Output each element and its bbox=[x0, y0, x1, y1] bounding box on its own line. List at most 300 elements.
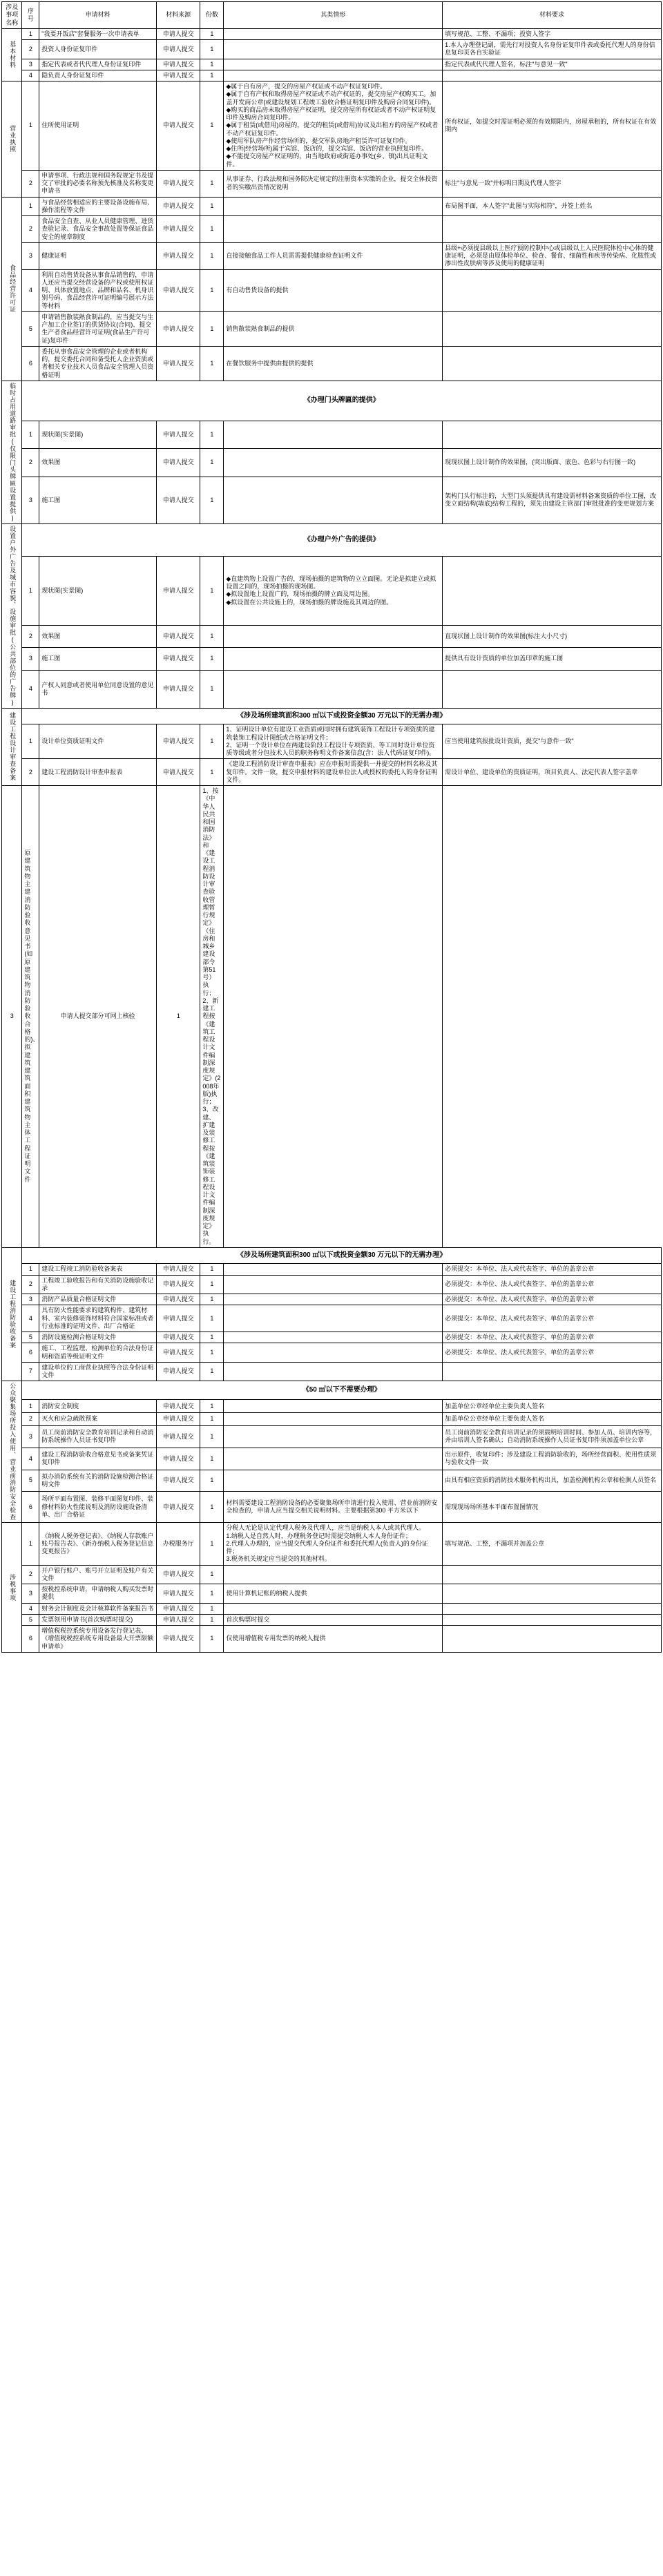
material-source: 申请人提交 bbox=[157, 1492, 200, 1523]
material-count: 1 bbox=[200, 1400, 224, 1413]
table-row bbox=[2, 1492, 662, 1523]
material-source: 申请人提交 bbox=[157, 1603, 200, 1614]
other-cases bbox=[224, 1603, 443, 1614]
other-cases bbox=[224, 1332, 443, 1343]
material-requirement: 架构门头行标注的，大型门头须提供具有建设需材料备案资质的单位工图，改变立面结构(墙底)结构工程的，须先由建设主管部门审批批准的变更规划方案 bbox=[443, 477, 662, 523]
material-name: 委托从事食品安全管理的企业或者机构的，提交委托合同和备受托人企业资质或者相关专业技术人员食品安全管理人员资格证明 bbox=[39, 346, 157, 381]
row-index: 2 bbox=[22, 40, 39, 59]
material-name: 申请销售散装熟食制品的，应当提交与生产加工企业签订的供货协议(合同)、提交生产者食品经营许可证明(食品生产许可证)复印件 bbox=[39, 311, 157, 346]
material-requirement bbox=[443, 556, 662, 625]
material-count: 1 bbox=[200, 1523, 224, 1565]
material-source: 申请人提交 bbox=[157, 1413, 200, 1426]
table-row bbox=[2, 269, 662, 311]
material-name: 原建筑物主建消防验收意见书(如原建筑物消防验收合格的)、拟建筑建筑面积建筑物主体工程证明文件 bbox=[22, 786, 39, 1248]
material-requirement bbox=[443, 346, 662, 381]
material-requirement: 应当使用建筑报批设计资质，提交"与意件一致" bbox=[443, 724, 662, 759]
material-requirement: 必须提交：本单位、法人或代表签字、单位的盖章公章 bbox=[443, 1275, 662, 1294]
section-row bbox=[2, 523, 662, 556]
table-row bbox=[2, 421, 662, 449]
row-index: 2 bbox=[22, 449, 39, 477]
category-cell: 建设工程设计审查备案 bbox=[2, 708, 22, 785]
other-cases bbox=[224, 70, 443, 81]
row-index: 4 bbox=[22, 70, 39, 81]
material-count: 1 bbox=[200, 1413, 224, 1426]
row-index: 4 bbox=[22, 1305, 39, 1332]
row-index: 1 bbox=[22, 421, 39, 449]
material-source: 申请人提交 bbox=[157, 477, 200, 523]
material-source: 申请人提交 bbox=[157, 28, 200, 39]
table-row bbox=[2, 724, 662, 759]
material-name: 发票领用申请书(首次购票时提交) bbox=[39, 1614, 157, 1625]
table-row bbox=[2, 1470, 662, 1492]
material-requirement: 现现状图上设计制作的效果图，(突出版面、底色、色彩与右行图一致) bbox=[443, 449, 662, 477]
section-title: 《办理门头牌匾的提供》 bbox=[22, 381, 662, 421]
material-name: 食品安全自查、从业人员健康管理、进货查验记录、食品安全事故处置等保证食品安全的规章制度 bbox=[39, 216, 157, 243]
material-name: 消防设施检测合格证明文件 bbox=[39, 1332, 157, 1343]
material-requirement bbox=[443, 1362, 662, 1381]
material-count: 1 bbox=[200, 59, 224, 70]
material-name: 按税控系统申请，申请纳税人购买发票时提供 bbox=[39, 1584, 157, 1604]
other-cases bbox=[224, 1413, 443, 1426]
row-index: 5 bbox=[22, 1470, 39, 1492]
material-name: 效果图 bbox=[39, 625, 157, 648]
material-requirement bbox=[443, 1565, 662, 1584]
material-requirement: 员工岗前消防安全教育培训记录的须载明培训时间、参加人员、培训内容等，并由培训人签名确认；自动消防系统操作人员证书复印件须加盖单位公章 bbox=[443, 1425, 662, 1448]
material-count: 1 bbox=[200, 170, 224, 197]
category-cell: 临时占用道路审批(仅限门头牌匾设置提供) bbox=[2, 381, 22, 523]
other-cases bbox=[224, 1565, 443, 1584]
material-name: 健康证明 bbox=[39, 242, 157, 269]
material-source: 申请人提交 bbox=[157, 1565, 200, 1584]
material-source: 申请人提交 bbox=[157, 1584, 200, 1604]
row-index: 4 bbox=[22, 1603, 39, 1614]
material-name: 利用自动售货设备从事食品销售的，申请人还应当提交经营设备的产权或使用权证明、具体放置地点、品牌和品名、机身识别号码、食品经营许可证明编号展示方法等材料 bbox=[39, 269, 157, 311]
material-requirement: 由具有相应资质的消防技术服务机构出具，加盖检测机构公章和检测人员签名 bbox=[443, 1470, 662, 1492]
material-count: 1 bbox=[200, 1614, 224, 1625]
table-row bbox=[2, 556, 662, 625]
material-count: 1 bbox=[200, 477, 224, 523]
row-index: 1 bbox=[22, 1400, 39, 1413]
material-source: 申请人提交 bbox=[157, 556, 200, 625]
material-requirement bbox=[443, 70, 662, 81]
row-index: 2 bbox=[22, 1565, 39, 1584]
table-header-row bbox=[2, 2, 662, 29]
material-count: 1 bbox=[200, 556, 224, 625]
table-body bbox=[2, 28, 662, 1652]
section-title: 《涉及场所建筑面积300 ㎡以下或投资金额30 万元以下的无需办理》 bbox=[22, 1247, 662, 1264]
material-name: 具有防火性能要求的建筑构件、建筑材料、室内装修装饰材料符合国家标准或者行业标准的证明文件、出厂合格证 bbox=[39, 1305, 157, 1332]
material-count: 1 bbox=[200, 759, 224, 786]
table-row bbox=[2, 1584, 662, 1604]
material-name: 财务会计制度及会计核算软件备案报告书 bbox=[39, 1603, 157, 1614]
material-count: 1 bbox=[200, 1294, 224, 1305]
header-src: 材料来源 bbox=[157, 2, 200, 29]
material-requirement bbox=[443, 421, 662, 449]
row-index: 1 bbox=[22, 724, 39, 759]
material-source: 申请人提交 bbox=[157, 1275, 200, 1294]
material-source: 申请人提交 bbox=[157, 216, 200, 243]
category-cell: 公众聚集场所投入使用、营业前消防安全检查 bbox=[2, 1381, 22, 1523]
material-source: 申请人提交 bbox=[157, 625, 200, 648]
table-row bbox=[2, 1294, 662, 1305]
row-index: 2 bbox=[22, 216, 39, 243]
material-source: 申请人提交 bbox=[157, 1305, 200, 1332]
table-row bbox=[2, 197, 662, 216]
table-row bbox=[2, 648, 662, 671]
material-source: 申请人提交 bbox=[157, 759, 200, 786]
material-source: 申请人提交 bbox=[157, 1425, 200, 1448]
table-row bbox=[2, 477, 662, 523]
material-count: 1 bbox=[200, 1264, 224, 1275]
table-row bbox=[2, 1565, 662, 1584]
material-source: 申请人提交 bbox=[157, 1626, 200, 1653]
material-count: 1 bbox=[200, 346, 224, 381]
material-source: 申请人提交 bbox=[157, 1448, 200, 1470]
material-requirement: 必须提交：本单位、法人或代表签字、单位的盖章公章 bbox=[443, 1264, 662, 1275]
table-row bbox=[2, 1305, 662, 1332]
material-source: 申请人提交 bbox=[157, 170, 200, 197]
other-cases bbox=[224, 449, 443, 477]
material-source: 申请人提交 bbox=[157, 1332, 200, 1343]
other-cases bbox=[224, 1362, 443, 1381]
material-name: 申请事项、行政法规和国务院规定书及提交了审批的必要名称预先核准及名称变更申请书 bbox=[39, 170, 157, 197]
material-requirement: 提供具有设计资质的单位加盖印章的施工图 bbox=[443, 648, 662, 671]
material-requirement: 县级+必须提县级以上医疗预防控制中心或县级以上人民医院体检中心体的健康证明，必须是由原体检单位、检查、餐食、细菌性和疾等传染病、化脓性或渗出性皮肤病等涉及使用的健康证明 bbox=[443, 242, 662, 269]
row-index: 3 bbox=[2, 786, 22, 1248]
material-count: 1 bbox=[200, 40, 224, 59]
category-cell: 食品经营许可证 bbox=[2, 197, 22, 381]
material-requirement bbox=[443, 311, 662, 346]
material-name: 工程竣工验收报告和有关消防设施验收记录 bbox=[39, 1275, 157, 1294]
other-cases bbox=[224, 28, 443, 39]
material-name: 隐负责人身份证复印件 bbox=[39, 70, 157, 81]
material-name: 住所使用证明 bbox=[39, 81, 157, 171]
material-requirement: 出示原件，收复印件；涉及建设工程消防验收的，场所经营面积、使用性质须与验收文件一致 bbox=[443, 1448, 662, 1470]
category-cell: 营业执照 bbox=[2, 81, 22, 198]
material-count: 1 bbox=[200, 1626, 224, 1653]
header-req: 材料要求 bbox=[443, 2, 662, 29]
material-name: 施工图 bbox=[39, 648, 157, 671]
table-row bbox=[2, 670, 662, 708]
material-source: 申请人提交 bbox=[157, 670, 200, 708]
material-name: 指定代表或者代代理人身份证复印件 bbox=[39, 59, 157, 70]
category-cell: 建设工程消防验收备案 bbox=[2, 1247, 22, 1381]
other-cases: 使用计算机记账的纳税人提供 bbox=[224, 1584, 443, 1604]
material-count: 1 bbox=[200, 1362, 224, 1381]
other-cases: 销售散装熟食制品的提供 bbox=[224, 311, 443, 346]
table-row bbox=[2, 1264, 662, 1275]
material-count: 1 bbox=[200, 242, 224, 269]
row-index: 3 bbox=[22, 59, 39, 70]
material-name: 《纳税人税务登记表》、《纳税人存款账户账号报告表》、《新办纳税人税务登记信息变更报告》 bbox=[39, 1523, 157, 1565]
material-requirement: 必须提交：本单位、法人或代表签字、单位的盖章公章 bbox=[443, 1294, 662, 1305]
material-source: 申请人提交部分可网上核验 bbox=[39, 786, 157, 1248]
material-name: 建设工程竣工消防验收备案表 bbox=[39, 1264, 157, 1275]
table-row bbox=[2, 1413, 662, 1426]
other-cases bbox=[224, 1343, 443, 1363]
other-cases bbox=[224, 1448, 443, 1470]
table-row bbox=[2, 216, 662, 243]
row-index: 2 bbox=[22, 625, 39, 648]
material-source: 申请人提交 bbox=[157, 1614, 200, 1625]
material-count: 1 bbox=[200, 197, 224, 216]
row-index: 7 bbox=[22, 1362, 39, 1381]
material-count: 1 bbox=[200, 724, 224, 759]
material-count: 1 bbox=[200, 28, 224, 39]
other-cases bbox=[224, 1294, 443, 1305]
other-cases: 首次购票时提交 bbox=[224, 1614, 443, 1625]
material-requirement bbox=[443, 269, 662, 311]
material-source: 申请人提交 bbox=[157, 269, 200, 311]
table-row bbox=[2, 81, 662, 171]
section-row bbox=[2, 1247, 662, 1264]
material-count: 1 bbox=[200, 670, 224, 708]
table-row bbox=[2, 1448, 662, 1470]
table-row bbox=[2, 1603, 662, 1614]
category-cell: 设置户外广告及城市容貌、设施审批(公共部位的广告牌) bbox=[2, 523, 22, 708]
material-name: 现状图(实景图) bbox=[39, 421, 157, 449]
material-count: 1 bbox=[200, 216, 224, 243]
row-index: 3 bbox=[22, 1584, 39, 1604]
other-cases bbox=[224, 670, 443, 708]
table-row bbox=[2, 1425, 662, 1448]
table-row bbox=[2, 70, 662, 81]
other-cases: 1、证明设计单位有建设工业资质或同时拥有建筑装饰工程设计专项资质的建筑装饰工程设计图纸或合格证明文件； 2、证明一个设计单位在两建设阶段工程设计专项资质、等工同时设计单位资质等级或者分包技术人员的职务称明文件备案信息(含：法人代码证复印件)。 bbox=[224, 724, 443, 759]
material-count: 1 bbox=[200, 269, 224, 311]
other-cases: 直接接触食品工作人员需需提供健康检查证明文件 bbox=[224, 242, 443, 269]
row-index: 6 bbox=[22, 1492, 39, 1523]
row-index: 3 bbox=[22, 477, 39, 523]
material-source: 申请人提交 bbox=[157, 1294, 200, 1305]
material-requirement: 需现现场场所基本平面布置图情况 bbox=[443, 1492, 662, 1523]
material-name: 建设单位的工商营业执照等合法身份证明文件 bbox=[39, 1362, 157, 1381]
table-row bbox=[2, 1343, 662, 1363]
material-name: 建设工程消防验收合格意见书或备案凭证复印件 bbox=[39, 1448, 157, 1470]
row-index: 4 bbox=[22, 1448, 39, 1470]
row-index: 3 bbox=[22, 1425, 39, 1448]
other-cases bbox=[224, 216, 443, 243]
material-source: 申请人提交 bbox=[157, 1400, 200, 1413]
material-name: 开户银行账户、账号开立证明及账户有关文件 bbox=[39, 1565, 157, 1584]
material-source: 申请人提交 bbox=[157, 197, 200, 216]
material-count: 1 bbox=[200, 625, 224, 648]
row-index: 1 bbox=[22, 197, 39, 216]
material-requirement: 必须提交：本单位、法人或代表签字、单位的盖章公章 bbox=[443, 1332, 662, 1343]
row-index: 3 bbox=[22, 648, 39, 671]
table-row bbox=[2, 1523, 662, 1565]
material-requirement: 必须提交：本单位、法人或代表签字、单位的盖章公章 bbox=[443, 1343, 662, 1363]
row-index: 2 bbox=[22, 170, 39, 197]
row-index: 6 bbox=[22, 346, 39, 381]
material-count: 1 bbox=[200, 1332, 224, 1343]
material-count: 1 bbox=[200, 1275, 224, 1294]
row-index: 5 bbox=[22, 311, 39, 346]
material-requirement: 所有权证，如提交时需证明必须的有效期限内，房屋承租的，所有权证在有效期内 bbox=[443, 81, 662, 171]
material-source: 申请人提交 bbox=[157, 81, 200, 171]
material-count: 1 bbox=[200, 449, 224, 477]
other-cases: 在餐饮服务中提供由提供的提供 bbox=[224, 346, 443, 381]
material-count: 1 bbox=[200, 648, 224, 671]
material-source: 申请人提交 bbox=[157, 1470, 200, 1492]
table-row bbox=[2, 625, 662, 648]
row-index: 5 bbox=[22, 1332, 39, 1343]
material-source: 办税服务厅 bbox=[157, 1523, 200, 1565]
category-cell: 涉税事项 bbox=[2, 1523, 22, 1653]
material-requirement: 加盖单位公章经单位主要负责人签名 bbox=[443, 1400, 662, 1413]
materials-table bbox=[1, 1, 662, 1653]
table-row bbox=[2, 786, 662, 1248]
material-requirement bbox=[224, 786, 443, 1248]
table-row bbox=[2, 1626, 662, 1653]
material-count: 1 bbox=[157, 786, 200, 1248]
material-count: 1 bbox=[200, 311, 224, 346]
section-row bbox=[2, 381, 662, 421]
material-name: 投资人身份证复印件 bbox=[39, 40, 157, 59]
material-requirement bbox=[443, 1603, 662, 1614]
material-name: 灭火和应急疏散预案 bbox=[39, 1413, 157, 1426]
material-count: 1 bbox=[200, 1448, 224, 1470]
section-row bbox=[2, 1381, 662, 1400]
material-count: 1 bbox=[200, 1584, 224, 1604]
table-row bbox=[2, 346, 662, 381]
other-cases: 有自动售货设备的提供 bbox=[224, 269, 443, 311]
material-source: 申请人提交 bbox=[157, 1343, 200, 1363]
other-cases bbox=[224, 625, 443, 648]
header-no: 序号 bbox=[22, 2, 39, 29]
table-row bbox=[2, 1614, 662, 1625]
table-row bbox=[2, 28, 662, 39]
header-name: 申请材料 bbox=[39, 2, 157, 29]
other-cases: 分税人无论是认定代理人税务及代理人，应当是纳税人本人或其代理人。 1.纳税人是自然人时，办理税务登记时需提交纳税人本人身份证件； 2.代理人办理的，应当提交代理人身份证件和委托代理人(负责人)的身份证件； 3.税务机关规定应当提交的其他材料。 bbox=[224, 1523, 443, 1565]
material-name: 增值税税控系统专用设备发行登记表、《增值税税控系统专用设备最大开票限额申请单》 bbox=[39, 1626, 157, 1653]
material-source: 申请人提交 bbox=[157, 1264, 200, 1275]
other-cases bbox=[224, 1470, 443, 1492]
material-source: 申请人提交 bbox=[157, 40, 200, 59]
material-requirement: 标注"与意见一致"并标明日期及代理人签字 bbox=[443, 170, 662, 197]
section-title: 《涉及场所建筑面积300 ㎡以下或投资金额30 万元以下的无需办理》 bbox=[22, 708, 662, 724]
material-count: 1 bbox=[200, 1565, 224, 1584]
row-index: 1 bbox=[22, 556, 39, 625]
row-index: 1 bbox=[22, 28, 39, 39]
material-source: 申请人提交 bbox=[157, 59, 200, 70]
other-cases: 仅使用增值税专用发票的纳税人提供 bbox=[224, 1626, 443, 1653]
material-count: 1 bbox=[200, 1492, 224, 1523]
material-name: 与食品经营相适应的主要设备设施布局、操作流程等文件 bbox=[39, 197, 157, 216]
material-source: 申请人提交 bbox=[157, 242, 200, 269]
other-cases bbox=[224, 40, 443, 59]
material-count: 1 bbox=[200, 1425, 224, 1448]
material-requirement: 布局图平面，本人签字"此图与实际相符"，并签上姓名 bbox=[443, 197, 662, 216]
material-requirement bbox=[443, 1626, 662, 1653]
header-cat: 涉及事项名称 bbox=[2, 2, 22, 29]
material-count: 1 bbox=[200, 421, 224, 449]
row-index: 2 bbox=[22, 759, 39, 786]
other-cases: 材料需要建设工程消防设备的必要聚集场所申请进行投入使用、营业前消防安全检查的，申请人应当提交相关说明材料。主要根据第300 平方米以下 bbox=[224, 1492, 443, 1523]
material-name: 现状图(实景图) bbox=[39, 556, 157, 625]
header-other: 其类情形 bbox=[224, 2, 443, 29]
row-index: 3 bbox=[22, 1294, 39, 1305]
document-page bbox=[0, 1, 663, 1653]
table-row bbox=[2, 59, 662, 70]
table-row bbox=[2, 449, 662, 477]
material-name: 建设工程消防设计审查申报表 bbox=[39, 759, 157, 786]
table-row bbox=[2, 1275, 662, 1294]
material-name: 产权人同意或者使用单位同意设置的意见书 bbox=[39, 670, 157, 708]
material-requirement: 指定代表或代代理人签名，标注"与意见一致" bbox=[443, 59, 662, 70]
row-index: 5 bbox=[22, 1614, 39, 1625]
row-index: 1 bbox=[22, 1264, 39, 1275]
material-requirement: 加盖单位公章经单位主要负责人签名 bbox=[443, 1413, 662, 1426]
material-requirement: 填写规范、工整，不漏项并加盖公章 bbox=[443, 1523, 662, 1565]
table-row bbox=[2, 170, 662, 197]
table-row bbox=[2, 1362, 662, 1381]
material-source: 申请人提交 bbox=[157, 421, 200, 449]
section-row bbox=[2, 708, 662, 724]
material-name: 消防产品质量合格证明文件 bbox=[39, 1294, 157, 1305]
table-row bbox=[2, 40, 662, 59]
table-row bbox=[2, 242, 662, 269]
other-cases bbox=[224, 59, 443, 70]
material-name: 施工、工程监理、检测单位的合法身份证明和资质等级证明文件 bbox=[39, 1343, 157, 1363]
material-requirement: 直现状图上设计制作的效果图(标注大小尺寸) bbox=[443, 625, 662, 648]
other-cases bbox=[224, 648, 443, 671]
row-index: 4 bbox=[22, 670, 39, 708]
other-cases bbox=[224, 421, 443, 449]
material-requirement: 必须提交：本单位、法人或代表签字、单位的盖章公章 bbox=[443, 1305, 662, 1332]
other-cases: ◆属于自有房产，提交的房屋产权证或不动产权证复印件。 ◆属于自有产权和取得房屋产权证或不动产权证的，提交房屋产权购买工。加盖开发商公章(或建设规划工程竣工验收合格证明复印件及购房合同复印件)。 ◆购买的商品房未取得房屋产权证明，提交房屋所有权证或者不动产权证明复印件及购房合同复印件。 ◆属于租赁(或借用)房屋的，提交的租赁(或借用)协议及出租方的房屋产权或者不动产权证复印件。 ◆使用军队房产作经营场所的，提交军队房地产租赁许可证复印件。 ◆住所(经营场所)属于宾馆、饭店的，提交宾馆、饭店的营业执照复印件。 ◆不能提交房屋产权证明的，由当地政府或街道办事处(乡、镇)出具证明文件。 bbox=[224, 81, 443, 171]
table-row bbox=[2, 1400, 662, 1413]
material-name: 消防安全制度 bbox=[39, 1400, 157, 1413]
material-requirement bbox=[443, 670, 662, 708]
other-cases: 1、按《中华人民共和国消防法》和《建设工程消防设计审查验收管理暂行规定》（住房和城乡建设部令第51号）执行； 2、新建工程按《建筑工程设计文件编制深度规定》(2008年版)执行； 3、改建、扩建及装修工程按《建筑装饰装修工程设计文件编制深度规定》执行。 bbox=[200, 786, 224, 1248]
other-cases bbox=[224, 1400, 443, 1413]
material-name: 场所平面布置图、装修平面图复印件、装修材料防火性能说明及消防设施设备清单、出厂合格证 bbox=[39, 1492, 157, 1523]
material-requirement bbox=[443, 1614, 662, 1625]
material-source: 申请人提交 bbox=[157, 724, 200, 759]
other-cases: 《建设工程消防设计审查申报表》应在申报时需提供一并提交的材料名称及其复印件。文件一致，提交申报材料的建设单位法人或授权的委托人的身份证明文件。 bbox=[224, 759, 443, 786]
other-cases bbox=[224, 197, 443, 216]
row-index: 2 bbox=[22, 1275, 39, 1294]
section-title: 《办理户外广告的提供》 bbox=[22, 523, 662, 556]
section-title: 《50 ㎡以下不需要办理》 bbox=[22, 1381, 662, 1400]
material-source: 申请人提交 bbox=[157, 648, 200, 671]
other-cases bbox=[224, 1425, 443, 1448]
row-index: 3 bbox=[22, 242, 39, 269]
material-name: 效果图 bbox=[39, 449, 157, 477]
material-count: 1 bbox=[200, 81, 224, 171]
other-cases: 从事证券、行政法规和国务院决定规定的注册资本实缴的企业，提交全体投资者的实缴出资情况说明 bbox=[224, 170, 443, 197]
row-index: 1 bbox=[22, 81, 39, 171]
material-count: 1 bbox=[200, 1603, 224, 1614]
other-cases bbox=[224, 1264, 443, 1275]
material-requirement: 1.本人办理登记副，需先行对投资人名身份证复印件表或委托代理人的身份信息复印页各自实验证 bbox=[443, 40, 662, 59]
material-requirement bbox=[443, 216, 662, 243]
table-row bbox=[2, 1332, 662, 1343]
other-cases: ◆直建筑物上设置广告的，现场拍摄的建筑物的立立面图。无论是拟建立或拟设置之间的，现场拍摄的现场图。 ◆拟设置地上设置广的，现场拍摄的牌立面及周边图。 ◆拟设置在公共设施上的，现场拍摄的牌设施及其周边的图。 bbox=[224, 556, 443, 625]
other-cases bbox=[224, 1305, 443, 1332]
material-count: 1 bbox=[200, 70, 224, 81]
category-cell: 基本材料 bbox=[2, 28, 22, 81]
other-cases bbox=[224, 477, 443, 523]
material-source: 申请人提交 bbox=[157, 346, 200, 381]
material-source: 申请人提交 bbox=[157, 311, 200, 346]
material-count: 1 bbox=[200, 1305, 224, 1332]
material-requirement bbox=[443, 1584, 662, 1604]
material-name: 员工岗前消防安全教育培训记录和自动消防系统操作人员证书复印件 bbox=[39, 1425, 157, 1448]
row-index: 6 bbox=[22, 1626, 39, 1653]
row-index: 4 bbox=[22, 269, 39, 311]
table-row bbox=[2, 759, 662, 786]
